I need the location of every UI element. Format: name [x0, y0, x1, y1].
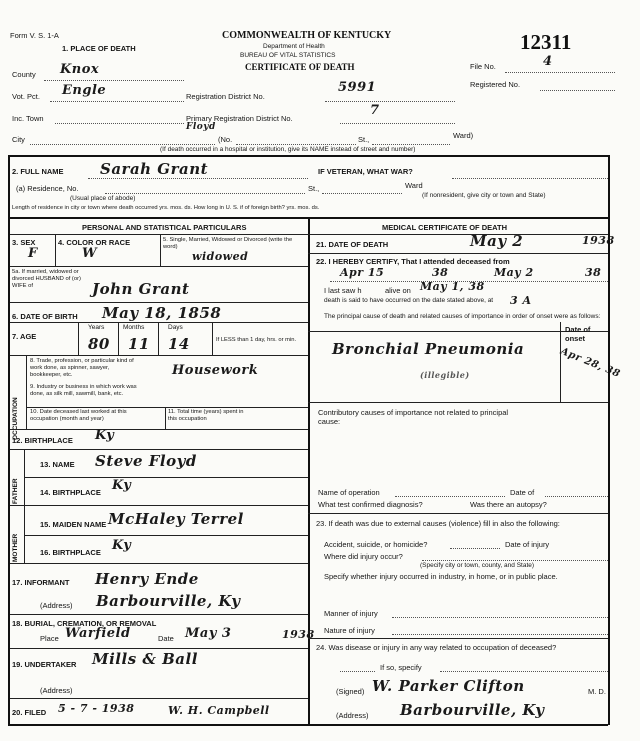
- father-birthplace-value: Ky: [112, 478, 132, 493]
- md-label: M. D.: [588, 687, 606, 696]
- department-label: Department of Health: [263, 43, 325, 50]
- registration-district-label: Registration District No.: [186, 92, 265, 101]
- age-label: 7. AGE: [12, 332, 37, 341]
- contributory-label: Contributory causes of importance not related to principal cause:: [318, 408, 509, 426]
- certify-label: 22. I HEREBY CERTIFY, That I attended deceased from: [316, 257, 510, 266]
- manner-injury-label: Manner of injury: [324, 609, 378, 618]
- mother-name-value: McHaley Terrel: [108, 510, 244, 528]
- signed-label: (Signed): [336, 687, 365, 696]
- registration-district-value: 5991: [338, 80, 377, 95]
- disease-related-label: 24. Was disease or injury in any way related to occupation of deceased?: [316, 643, 557, 652]
- registered-number-label: Registered No.: [470, 80, 521, 89]
- county-value: Knox: [60, 62, 100, 77]
- operation-label: Name of operation: [318, 488, 380, 497]
- certificate-title: CERTIFICATE OF DEATH: [245, 62, 355, 72]
- age-months-value: 11: [128, 335, 150, 353]
- commonwealth-title: COMMONWEALTH OF KENTUCKY: [222, 30, 392, 41]
- city-label: City: [12, 135, 25, 144]
- specify-industry-label: Specify whether injury occurred in industry, in home, or in public place.: [324, 572, 558, 581]
- primary-district-label: Primary Registration District No.: [186, 114, 293, 123]
- file-number-label: File No.: [470, 62, 496, 71]
- voting-precinct-value: Engle: [62, 83, 107, 98]
- filed-label: 20. FILED: [12, 708, 47, 717]
- autopsy-label: Was there an autopsy?: [470, 500, 547, 509]
- certificate-number: 12311: [520, 30, 572, 54]
- husband-value: John Grant: [92, 280, 190, 298]
- veteran-label: IF VETERAN, WHAT WAR?: [318, 167, 413, 176]
- age-years-value: 80: [88, 335, 110, 353]
- sex-value: F: [28, 246, 38, 261]
- file-number-value: 4: [543, 54, 553, 69]
- where-injury-label: Where did injury occur?: [324, 552, 403, 561]
- specify-location-label: (Specify city or town, county, and State): [420, 562, 535, 569]
- undertaker-address-label: (Address): [40, 686, 73, 695]
- less-than-day-label: If LESS than 1 day, hrs. or min.: [216, 337, 297, 343]
- burial-place-label: Place: [40, 634, 59, 643]
- informant-label: 17. INFORMANT: [12, 578, 70, 587]
- if-so-specify-label: If so, specify: [380, 663, 422, 672]
- nonresident-label: (If nonresident, give city or town and State): [422, 192, 546, 199]
- accident-label: Accident, suicide, or homicide?: [324, 540, 428, 549]
- county-label: County: [12, 70, 36, 79]
- sex-label: 3. SEX: [12, 238, 36, 247]
- bureau-label: BUREAU OF VITAL STATISTICS: [240, 52, 336, 59]
- residence-label: (a) Residence, No.: [16, 184, 79, 193]
- age-days-label: Days: [168, 324, 183, 331]
- length-of-residence-label: Length of residence in city or town where death occurred yrs. mos. ds. How long in U. S. if of foreign birth? yrs. mos. ds.: [12, 205, 320, 211]
- father-name-value: Steve Floyd: [95, 452, 197, 470]
- last-worked-label: 10. Date deceased last worked at this occupation (month and year): [30, 409, 127, 422]
- marital-status-value: widowed: [192, 250, 249, 263]
- mother-birthplace-value: Ky: [112, 538, 132, 553]
- medical-section-title: MEDICAL CERTIFICATE OF DEATH: [382, 223, 507, 232]
- hospital-note: (If death occurred in a hospital or institution, give its NAME instead of street and number): [160, 146, 416, 153]
- city-note-value: Floyd: [186, 122, 216, 132]
- voting-precinct-label: Vot. Pct.: [12, 92, 40, 101]
- date-of-onset-label: Date of onset: [565, 325, 591, 343]
- cause-intro-label: The principal cause of death and related causes of importance in order of onset were as follows:: [324, 313, 601, 320]
- physician-address-value: Barbourville, Ky: [400, 701, 545, 719]
- alive-on-value: May 1, 38: [420, 280, 485, 293]
- test-confirmed-label: What test confirmed diagnosis?: [318, 500, 423, 509]
- attended-to-year: 38: [585, 266, 602, 279]
- incorporated-town-label: Inc. Town: [12, 114, 44, 123]
- burial-year-value: 1938: [282, 628, 315, 641]
- trade-label: 8. Trade, profession, or particular kind of work done, as spinner, sawyer, bookkeeper, etc.: [30, 358, 134, 378]
- time-of-death-value: 3 A: [510, 294, 532, 307]
- trade-value: Housework: [172, 363, 259, 378]
- nature-injury-label: Nature of injury: [324, 626, 375, 635]
- age-months-label: Months: [123, 324, 145, 331]
- personal-section-title: PERSONAL AND STATISTICAL PARTICULARS: [82, 223, 247, 232]
- mother-birthplace-label: 16. BIRTHPLACE: [40, 548, 101, 557]
- attended-from-value: Apr 15: [340, 266, 385, 279]
- date-of-death-label: 21. DATE OF DEATH: [316, 240, 389, 249]
- informant-address-value: Barbourville, Ky: [96, 592, 241, 610]
- date-of-birth-value: May 18, 1858: [102, 304, 222, 322]
- age-years-label: Years: [88, 324, 105, 331]
- secondary-cause-value: (illegible): [420, 370, 470, 380]
- industry-label: 9. Industry or business in which work was done, as silk mill, sawmill, bank, etc.: [30, 384, 137, 397]
- mother-side-label: MOTHER: [12, 533, 19, 562]
- residence-ward-label: Ward: [405, 181, 423, 190]
- form-number: Form V. S. 1-A: [10, 31, 59, 40]
- ward-label: Ward): [453, 131, 474, 140]
- street-label: St.,: [358, 135, 370, 144]
- filed-value: 5 - 7 - 1938: [58, 702, 135, 715]
- place-of-death-label: 1. PLACE OF DEATH: [62, 44, 136, 53]
- usual-abode-label: (Usual place of abode): [70, 195, 136, 202]
- age-days-value: 14: [168, 335, 190, 353]
- injury-date-label: Date of injury: [505, 540, 550, 549]
- attended-from-year: 38: [432, 266, 449, 279]
- date-of-death-year: 1938: [582, 234, 615, 247]
- registrar-signature: W. H. Campbell: [168, 704, 270, 717]
- cause-of-death-value: Bronchial Pneumonia: [332, 340, 525, 358]
- full-name-label: 2. FULL NAME: [12, 167, 64, 176]
- burial-date-value: May 3: [185, 626, 232, 641]
- primary-district-value: 7: [370, 103, 380, 118]
- informant-value: Henry Ende: [95, 570, 199, 588]
- date-of-birth-label: 6. DATE OF BIRTH: [12, 312, 78, 321]
- onset-value: Apr 28, 38: [558, 346, 622, 380]
- husband-wife-label: 5a. If married, widowed or divorced HUSBAND of (or) WIFE of: [12, 269, 81, 289]
- death-said-label: death is said to have occurred on the date stated above, at: [324, 297, 494, 304]
- last-saw-label: I last saw h: [324, 286, 362, 295]
- father-birthplace-label: 14. BIRTHPLACE: [40, 488, 101, 497]
- operation-date-label: Date of: [510, 488, 535, 497]
- marital-status-label: 5. Single, Married, Widowed or Divorced (write the word): [163, 237, 293, 250]
- informant-address-label: (Address): [40, 601, 73, 610]
- undertaker-value: Mills & Ball: [92, 650, 198, 668]
- attended-to-value: May 2: [494, 266, 534, 279]
- street-number-label: (No.: [218, 135, 233, 144]
- physician-address-label: (Address): [336, 711, 369, 720]
- burial-label: 18. BURIAL, CREMATION, OR REMOVAL: [12, 619, 157, 628]
- alive-on-label: alive on: [385, 286, 411, 295]
- occupation-side-label: OCCUPATION: [12, 397, 19, 440]
- color-race-label: 4. COLOR OR RACE: [58, 238, 131, 247]
- birthplace-label: 12. BIRTHPLACE: [12, 436, 73, 445]
- total-time-label: 11. Total time (years) spent in this occupation: [168, 409, 244, 422]
- mother-name-label: 15. MAIDEN NAME: [40, 520, 107, 529]
- physician-signature: W. Parker Clifton: [372, 677, 525, 695]
- full-name-value: Sarah Grant: [100, 160, 209, 178]
- birthplace-value: Ky: [95, 428, 115, 443]
- father-name-label: 13. NAME: [40, 460, 75, 469]
- external-causes-label: 23. If death was due to external causes (violence) fill in also the following:: [316, 519, 560, 528]
- undertaker-label: 19. UNDERTAKER: [12, 660, 77, 669]
- residence-street-label: St.,: [308, 184, 320, 193]
- date-of-death-value: May 2: [470, 232, 524, 250]
- burial-place-value: Warfield: [65, 626, 131, 641]
- burial-date-label: Date: [158, 634, 174, 643]
- color-race-value: W: [82, 246, 98, 261]
- father-side-label: FATHER: [12, 478, 19, 504]
